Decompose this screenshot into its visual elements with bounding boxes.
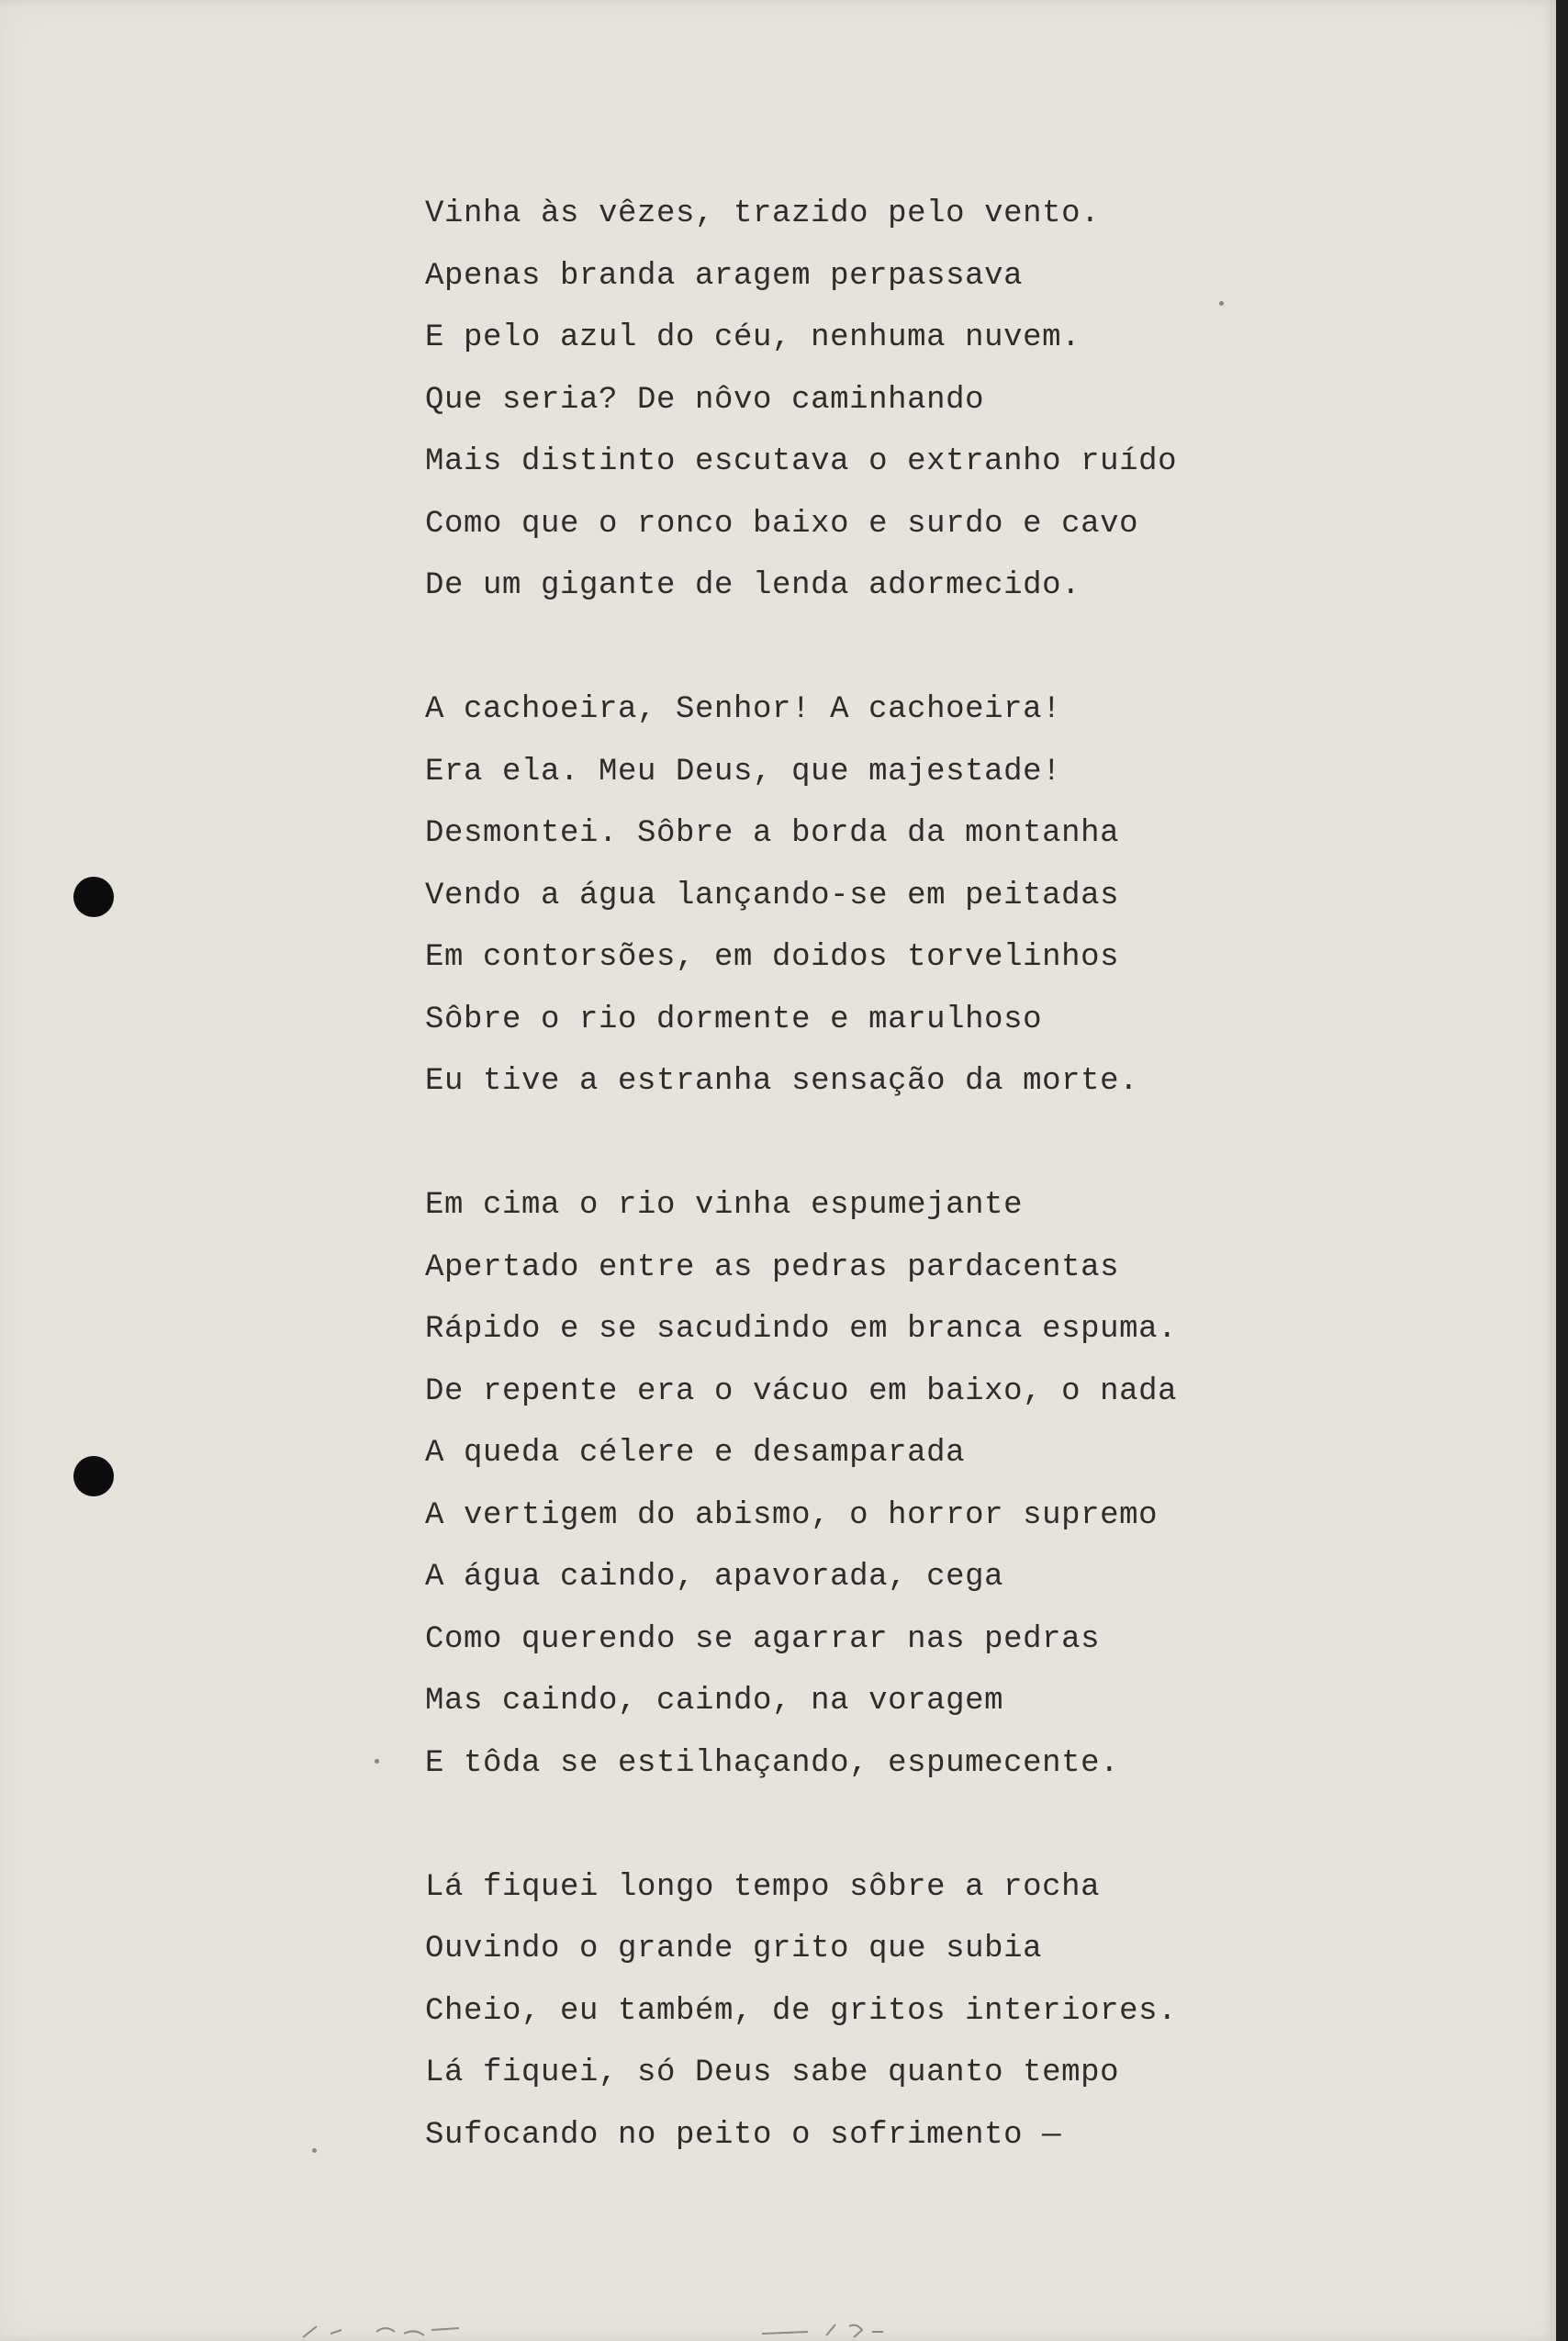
stanza — [425, 1175, 1435, 1795]
poem-line: De um gigante de lenda adormecido. — [425, 568, 1081, 603]
poem-line: Era ela. Meu Deus, que majestade! — [425, 754, 1062, 790]
poem-line: Mais distinto escutava o extranho ruído — [425, 444, 1178, 479]
stanza — [425, 1857, 1435, 2167]
poem-line: A cachoeira, Senhor! A cachoeira! — [425, 692, 1062, 727]
poem-line: Eu tive a estranha sensação da morte. — [425, 1064, 1139, 1099]
poem-line: Ouvindo o grande grito que subia — [425, 1932, 1043, 1966]
poem-line: E tôda se estilhaçando, espumecente. — [425, 1745, 1120, 1781]
poem-line: Sôbre o rio dormente e marulhoso — [425, 1002, 1043, 1037]
poem-line: Apertado entre as pedras pardacentas — [425, 1249, 1120, 1285]
paper-speck — [375, 1759, 379, 1764]
poem-line: Vinha às vêzes, trazido pelo vento. — [425, 196, 1101, 231]
poem-line: Desmontei. Sôbre a borda da montanha — [425, 816, 1120, 851]
stanza — [425, 184, 1435, 618]
poem-line: De repente era o vácuo em baixo, o nada — [425, 1373, 1178, 1409]
poem-line: Em cima o rio vinha espumejante — [425, 1188, 1024, 1223]
poem-line: E pelo azul do céu, nenhuma nuvem. — [425, 320, 1081, 355]
poem-line: Lá fiquei longo tempo sôbre a rocha — [425, 1869, 1101, 1905]
poem-line: Vendo a água lançando-se em peitadas — [425, 878, 1120, 913]
poem-line: Como que o ronco baixo e surdo e cavo — [425, 506, 1139, 542]
poem-line: A queda célere e desamparada — [425, 1436, 966, 1471]
poem-line: A vertigem do abismo, o horror supremo — [425, 1497, 1159, 1533]
paper-speck — [312, 2148, 317, 2153]
poem-line: Como querendo se agarrar nas pedras — [425, 1621, 1101, 1657]
poem-line: A água caindo, apavorada, cega — [425, 1560, 1004, 1595]
scan-edge — [1556, 0, 1568, 2341]
poem-line: Em contorsões, em doidos torvelinhos — [425, 940, 1120, 975]
poem-line: Sufocando no peito o sofrimento — — [425, 2117, 1062, 2153]
poem-line: Lá fiquei, só Deus sabe quanto tempo — [425, 2055, 1120, 2090]
punch-hole-top — [73, 877, 114, 917]
punch-hole-bottom — [73, 1456, 114, 1496]
poem-line: Rápido e se sacudindo em branca espuma. — [425, 1312, 1178, 1347]
poem-body — [425, 184, 1435, 2229]
footer-pencil-marks — [0, 2321, 1556, 2341]
poem-line: Apenas branda aragem perpassava — [425, 258, 1024, 294]
poem-line: Cheio, eu também, de gritos interiores. — [425, 1993, 1178, 2029]
poem-line: Que seria? De nôvo caminhando — [425, 382, 985, 418]
poem-line: Mas caindo, caindo, na voragem — [425, 1684, 1004, 1719]
stanza — [425, 679, 1435, 1114]
